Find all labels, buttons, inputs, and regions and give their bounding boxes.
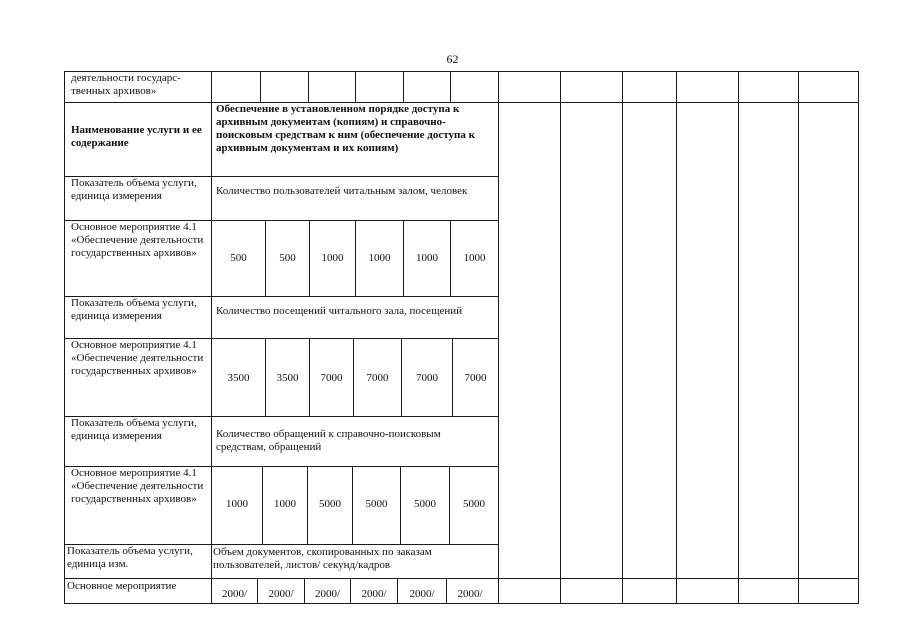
- value-cell: 2000/: [409, 588, 435, 600]
- value-cell: 500: [279, 252, 296, 264]
- table-rule: [403, 71, 404, 102]
- value-cell: 3500: [227, 372, 250, 384]
- indicator-label: Показатель объема услуги, единица измерения: [71, 417, 197, 442]
- table-rule: [622, 71, 623, 604]
- measure-label: Основное мероприятие 4.1 «Обеспечение деятельности государственных архивов»: [71, 339, 204, 377]
- measure-label: Основное мероприятие: [67, 580, 177, 592]
- value-cell: 2000/: [268, 588, 294, 600]
- indicator-value: Количество обращений к справочно-поисковым средствам, обращений: [216, 428, 441, 453]
- service-name-label: Наименование услуги и ее содержание: [71, 124, 202, 149]
- value-cell: 1000: [416, 252, 438, 264]
- value-cell: 5000: [319, 498, 341, 510]
- value-cell: 500: [230, 252, 247, 264]
- value-cell: 1000: [274, 498, 296, 510]
- value-cell: 1000: [226, 498, 248, 510]
- table-rule: [738, 71, 739, 604]
- value-cell: 5000: [365, 498, 388, 510]
- table-rule: [498, 71, 499, 604]
- indicator-value: Объем документов, скопированных по заказам пользователей, листов/ секунд/кадров: [213, 546, 432, 571]
- value-cell: 1000: [368, 252, 391, 264]
- table-rule: [260, 71, 261, 102]
- table-rule: [858, 71, 859, 604]
- value-cell: 2000/: [457, 588, 483, 600]
- table-rule: [560, 71, 561, 604]
- value-cell: 7000: [416, 372, 438, 384]
- value-cell: 3500: [276, 372, 299, 384]
- value-cell: 5000: [414, 498, 436, 510]
- value-cell: 7000: [464, 372, 487, 384]
- table-rule: [211, 71, 212, 604]
- value-cell: 5000: [463, 498, 485, 510]
- table-rule: [64, 71, 65, 604]
- value-cell: 2000/: [221, 588, 248, 600]
- value-cell: 1000: [321, 252, 344, 264]
- page-number: 62: [446, 52, 459, 66]
- value-cell: 1000: [463, 252, 486, 264]
- indicator-label: Показатель объема услуги, единица измерения: [71, 177, 197, 202]
- table-rule: [355, 71, 356, 102]
- indicator-label: Показатель объема услуги, единица изм.: [67, 545, 193, 570]
- indicator-label: Показатель объема услуги, единица измерения: [71, 297, 197, 322]
- value-cell: 7000: [366, 372, 389, 384]
- measure-label: Основное мероприятие 4.1 «Обеспечение деятельности государственных архивов»: [71, 467, 204, 505]
- value-cell: 7000: [320, 372, 343, 384]
- measure-label: Основное мероприятие 4.1 «Обеспечение деятельности государственных архивов»: [71, 221, 204, 259]
- table-rule: [308, 71, 309, 102]
- value-cell: 2000/: [314, 588, 341, 600]
- value-cell: 2000/: [361, 588, 387, 600]
- indicator-value: Количество пользователей читальным залом, человек: [216, 185, 468, 197]
- service-name-value: Обеспечение в установленном порядке доступа к архивным документам (копиям) и справочно-поисковым средствам к ним (обеспечение доступа к архивным документам и их копиям): [216, 103, 475, 154]
- table-rule: [450, 71, 451, 102]
- table-rule: [798, 71, 799, 604]
- table-rule: [676, 71, 677, 604]
- top-row-label: деятельности государс-твенных архивов»: [71, 72, 181, 97]
- indicator-value: Количество посещений читального зала, посещений: [216, 305, 463, 317]
